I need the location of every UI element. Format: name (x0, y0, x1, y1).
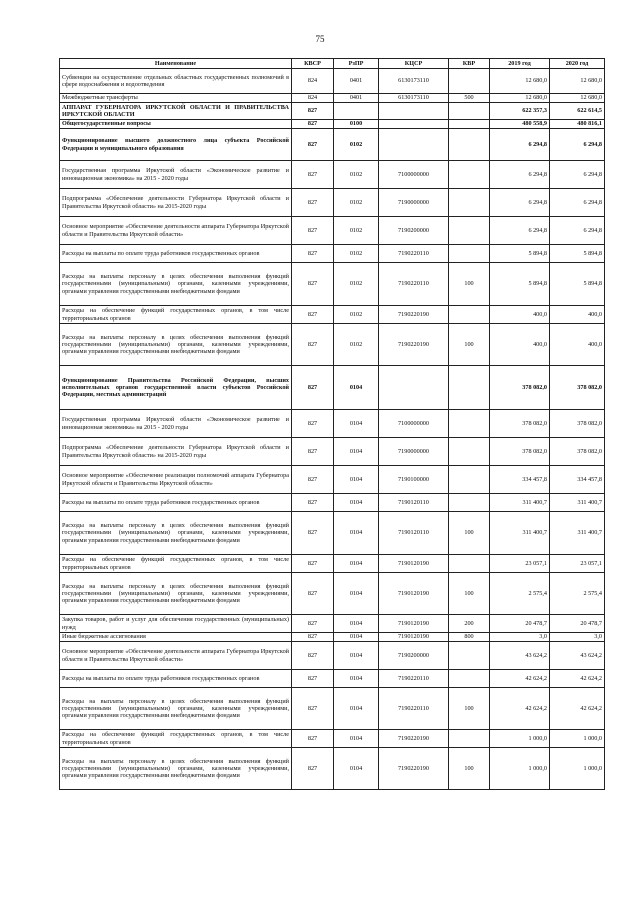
table-row (60, 730, 605, 748)
cell-kvr (449, 306, 490, 324)
cell-kcsr: 7190120190 (379, 555, 449, 573)
cell-kvr: 100 (449, 573, 490, 615)
cell-rzpr: 0401 (334, 69, 379, 94)
cell-2020: 378 082,0 (550, 438, 605, 466)
cell-name: Основное мероприятие «Обеспечение деятельности аппарата Губернатора Иркутской области и Правительства Иркутской области» (60, 642, 292, 670)
cell-kcsr: 7100000000 (379, 161, 449, 189)
table-header-row (60, 59, 605, 69)
cell-name: Основное мероприятие «Обеспечение реализации полномочий аппарата Губернатора Иркутской области и Правительства Иркутской области» (60, 466, 292, 494)
table-row (60, 466, 605, 494)
cell-2019: 311 400,7 (490, 512, 550, 555)
cell-2019: 6 294,8 (490, 217, 550, 245)
cell-name: Государственная программа Иркутской области «Экономическое развитие и инновационная экономика» на 2015 - 2020 годы (60, 410, 292, 438)
cell-kvsr: 827 (292, 410, 334, 438)
table-row (60, 161, 605, 189)
cell-kcsr: 7190200000 (379, 217, 449, 245)
cell-name: Расходы на выплаты персоналу в целях обеспечения выполнения функций государственными (муниципальными) органами, казенными учреждениями, органами управления государственными внебюджетными фондами (60, 748, 292, 790)
cell-kcsr: 7190220110 (379, 670, 449, 688)
cell-2020: 43 624,2 (550, 642, 605, 670)
cell-name: Субвенции на осуществление отдельных областных государственных полномочий в сфере водоснабжения и водоотведения (60, 69, 292, 94)
header-2020: 2020 год (550, 59, 605, 69)
cell-kvr (449, 129, 490, 161)
table-row (60, 494, 605, 512)
cell-kvr (449, 245, 490, 263)
table-row (60, 366, 605, 410)
cell-name: Государственная программа Иркутской области «Экономическое развитие и инновационная экономика» на 2015 - 2020 годы (60, 161, 292, 189)
cell-name: Расходы на обеспечение функций государственных органов, в том числе территориальных органов (60, 730, 292, 748)
cell-kvsr: 824 (292, 94, 334, 103)
cell-2020: 622 614,5 (550, 103, 605, 120)
table-row (60, 324, 605, 366)
cell-2020: 378 082,0 (550, 410, 605, 438)
cell-name: Иные бюджетные ассигнования (60, 633, 292, 642)
cell-name: Функционирование высшего должностного лица субъекта Российской Федерации и муниципального образования (60, 129, 292, 161)
cell-kcsr: 7190000000 (379, 189, 449, 217)
table-row (60, 688, 605, 730)
cell-kcsr (379, 129, 449, 161)
cell-kcsr: 7190220190 (379, 748, 449, 790)
table-row (60, 94, 605, 103)
table-row (60, 633, 605, 642)
table-row (60, 189, 605, 217)
cell-kvr (449, 69, 490, 94)
cell-name: Функционирование Правительства Российской Федерации, высших исполнительных органов государственной власти субъектов Российской Федерации, местных администраций (60, 366, 292, 410)
cell-rzpr: 0102 (334, 245, 379, 263)
cell-rzpr (334, 103, 379, 120)
cell-2019: 480 558,9 (490, 120, 550, 129)
cell-2019: 5 894,8 (490, 263, 550, 306)
cell-kvr: 100 (449, 748, 490, 790)
table-row (60, 748, 605, 790)
cell-2019: 1 000,0 (490, 730, 550, 748)
cell-kvr (449, 161, 490, 189)
cell-kvsr: 827 (292, 306, 334, 324)
cell-2020: 6 294,8 (550, 217, 605, 245)
table-row (60, 263, 605, 306)
cell-2020: 6 294,8 (550, 129, 605, 161)
cell-2019: 2 575,4 (490, 573, 550, 615)
cell-2020: 12 680,0 (550, 94, 605, 103)
table-row (60, 512, 605, 555)
cell-rzpr: 0102 (334, 306, 379, 324)
cell-rzpr: 0104 (334, 555, 379, 573)
cell-2020: 334 457,8 (550, 466, 605, 494)
cell-2019: 400,0 (490, 306, 550, 324)
cell-name: Закупка товаров, работ и услуг для обеспечения государственных (муниципальных) нужд (60, 615, 292, 633)
cell-kvsr: 827 (292, 263, 334, 306)
cell-name: Расходы на выплаты по оплате труда работников государственных органов (60, 245, 292, 263)
cell-kcsr: 7190200000 (379, 642, 449, 670)
cell-2019: 6 294,8 (490, 189, 550, 217)
cell-name: Расходы на выплаты персоналу в целях обеспечения выполнения функций государственными (муниципальными) органами, казенными учреждениями, органами управления государственными внебюджетными фондами (60, 512, 292, 555)
cell-kvr (449, 410, 490, 438)
cell-kvr (449, 642, 490, 670)
cell-2019: 334 457,8 (490, 466, 550, 494)
cell-kcsr: 7190220190 (379, 730, 449, 748)
cell-kvr: 100 (449, 263, 490, 306)
cell-2020: 6 294,8 (550, 161, 605, 189)
cell-kvsr: 827 (292, 555, 334, 573)
cell-kcsr: 7190100000 (379, 466, 449, 494)
cell-2019: 3,0 (490, 633, 550, 642)
cell-kvsr: 827 (292, 748, 334, 790)
cell-kvsr: 827 (292, 189, 334, 217)
cell-2020: 42 624,2 (550, 670, 605, 688)
cell-rzpr: 0100 (334, 120, 379, 129)
table-row (60, 306, 605, 324)
cell-kvsr: 827 (292, 512, 334, 555)
cell-rzpr: 0102 (334, 161, 379, 189)
cell-kvsr: 827 (292, 438, 334, 466)
table-row (60, 69, 605, 94)
cell-2020: 311 400,7 (550, 494, 605, 512)
cell-2019: 378 082,0 (490, 366, 550, 410)
table-row (60, 642, 605, 670)
header-name: Наименование (60, 59, 292, 69)
cell-kvsr: 827 (292, 245, 334, 263)
cell-name: Расходы на выплаты по оплате труда работников государственных органов (60, 494, 292, 512)
cell-name: Подпрограмма «Обеспечение деятельности Губернатора Иркутской области и Правительства Иркутской области» на 2015-2020 годы (60, 438, 292, 466)
cell-kcsr (379, 366, 449, 410)
cell-2019: 311 400,7 (490, 494, 550, 512)
cell-kvr: 200 (449, 615, 490, 633)
cell-2019: 12 680,0 (490, 94, 550, 103)
cell-name: Расходы на выплаты персоналу в целях обеспечения выполнения функций государственными (муниципальными) органами, казенными учреждениями, органами управления государственными внебюджетными фондами (60, 573, 292, 615)
cell-2019: 42 624,2 (490, 688, 550, 730)
cell-rzpr: 0401 (334, 94, 379, 103)
header-kvr: КВР (449, 59, 490, 69)
cell-kvr (449, 555, 490, 573)
cell-name: Основное мероприятие «Обеспечение деятельности аппарата Губернатора Иркутской области и Правительства Иркутской области» (60, 217, 292, 245)
cell-kcsr: 7190220190 (379, 306, 449, 324)
cell-rzpr: 0102 (334, 129, 379, 161)
cell-2019: 43 624,2 (490, 642, 550, 670)
table-row (60, 129, 605, 161)
table-row (60, 217, 605, 245)
cell-kvsr: 827 (292, 573, 334, 615)
cell-rzpr: 0104 (334, 615, 379, 633)
cell-2020: 1 000,0 (550, 730, 605, 748)
cell-2020: 1 000,0 (550, 748, 605, 790)
cell-rzpr: 0104 (334, 748, 379, 790)
cell-kvsr: 827 (292, 217, 334, 245)
cell-kvsr: 827 (292, 466, 334, 494)
cell-kvsr: 827 (292, 161, 334, 189)
cell-kvsr: 827 (292, 324, 334, 366)
cell-rzpr: 0104 (334, 642, 379, 670)
table-row (60, 573, 605, 615)
cell-2019: 12 680,0 (490, 69, 550, 94)
budget-table (59, 58, 605, 790)
cell-name: Расходы на обеспечение функций государственных органов, в том числе территориальных органов (60, 555, 292, 573)
cell-name: Расходы на обеспечение функций государственных органов, в том числе территориальных органов (60, 306, 292, 324)
cell-kvsr: 827 (292, 670, 334, 688)
cell-kcsr: 7190120110 (379, 494, 449, 512)
cell-rzpr: 0104 (334, 573, 379, 615)
cell-kvr: 800 (449, 633, 490, 642)
cell-rzpr: 0102 (334, 217, 379, 245)
cell-kvsr: 827 (292, 366, 334, 410)
cell-kcsr: 7190220190 (379, 324, 449, 366)
cell-name: Общегосударственные вопросы (60, 120, 292, 129)
cell-kvsr: 827 (292, 103, 334, 120)
cell-rzpr: 0104 (334, 512, 379, 555)
cell-2019: 6 294,8 (490, 129, 550, 161)
cell-2020: 400,0 (550, 324, 605, 366)
cell-kvr (449, 366, 490, 410)
cell-kcsr: 7190220110 (379, 688, 449, 730)
cell-kcsr: 7190120190 (379, 633, 449, 642)
cell-kvr (449, 730, 490, 748)
cell-kcsr: 7190120190 (379, 615, 449, 633)
cell-2019: 6 294,8 (490, 161, 550, 189)
cell-kvr: 500 (449, 94, 490, 103)
cell-kvr (449, 494, 490, 512)
cell-name: АППАРАТ ГУБЕРНАТОРА ИРКУТСКОЙ ОБЛАСТИ И ПРАВИТЕЛЬСТВА ИРКУТСКОЙ ОБЛАСТИ (60, 103, 292, 120)
cell-2019: 20 478,7 (490, 615, 550, 633)
cell-rzpr: 0104 (334, 688, 379, 730)
cell-kcsr: 6130173110 (379, 69, 449, 94)
cell-kvr (449, 189, 490, 217)
page-number: 75 (315, 34, 325, 44)
cell-rzpr: 0104 (334, 670, 379, 688)
cell-kvsr: 824 (292, 69, 334, 94)
cell-2020: 6 294,8 (550, 189, 605, 217)
cell-2020: 5 894,8 (550, 263, 605, 306)
cell-2020: 480 816,1 (550, 120, 605, 129)
cell-kvr (449, 670, 490, 688)
cell-name: Межбюджетные трансферты (60, 94, 292, 103)
cell-2019: 5 894,8 (490, 245, 550, 263)
cell-2020: 20 478,7 (550, 615, 605, 633)
cell-rzpr: 0104 (334, 438, 379, 466)
table-row (60, 670, 605, 688)
cell-2020: 311 400,7 (550, 512, 605, 555)
cell-kcsr: 7190000000 (379, 438, 449, 466)
cell-kcsr (379, 120, 449, 129)
header-2019: 2019 год (490, 59, 550, 69)
table-row (60, 615, 605, 633)
cell-2020: 400,0 (550, 306, 605, 324)
cell-2019: 42 624,2 (490, 670, 550, 688)
cell-kcsr: 7190120190 (379, 573, 449, 615)
cell-kvr: 100 (449, 324, 490, 366)
cell-name: Расходы на выплаты персоналу в целях обеспечения выполнения функций государственными (муниципальными) органами, казенными учреждениями, органами управления государственными внебюджетными фондами (60, 688, 292, 730)
table-row (60, 120, 605, 129)
cell-rzpr: 0104 (334, 633, 379, 642)
cell-kvsr: 827 (292, 633, 334, 642)
cell-name: Расходы на выплаты персоналу в целях обеспечения выполнения функций государственными (муниципальными) органами, казенными учреждениями, органами управления государственными внебюджетными фондами (60, 263, 292, 306)
table-row (60, 438, 605, 466)
cell-rzpr: 0104 (334, 466, 379, 494)
cell-kvr: 100 (449, 688, 490, 730)
header-kcsr: КЦСР (379, 59, 449, 69)
cell-kcsr: 6130173110 (379, 94, 449, 103)
table-row (60, 410, 605, 438)
cell-2020: 378 082,0 (550, 366, 605, 410)
cell-kvsr: 827 (292, 688, 334, 730)
header-rzpr: РзПР (334, 59, 379, 69)
cell-rzpr: 0104 (334, 494, 379, 512)
cell-name: Расходы на выплаты персоналу в целях обеспечения выполнения функций государственными (муниципальными) органами, казенными учреждениями, органами управления государственными внебюджетными фондами (60, 324, 292, 366)
cell-rzpr: 0104 (334, 366, 379, 410)
cell-kvsr: 827 (292, 494, 334, 512)
cell-2020: 2 575,4 (550, 573, 605, 615)
cell-kvr (449, 438, 490, 466)
cell-kvr (449, 120, 490, 129)
cell-kvr (449, 103, 490, 120)
cell-2019: 622 357,3 (490, 103, 550, 120)
cell-name: Расходы на выплаты по оплате труда работников государственных органов (60, 670, 292, 688)
cell-name: Подпрограмма «Обеспечение деятельности Губернатора Иркутской области и Правительства Иркутской области» на 2015-2020 годы (60, 189, 292, 217)
cell-2019: 23 057,1 (490, 555, 550, 573)
cell-kvsr: 827 (292, 120, 334, 129)
cell-2020: 5 894,8 (550, 245, 605, 263)
cell-kvsr: 827 (292, 642, 334, 670)
cell-2020: 42 624,2 (550, 688, 605, 730)
table-body (60, 69, 605, 790)
cell-kcsr: 7190120110 (379, 512, 449, 555)
cell-rzpr: 0102 (334, 189, 379, 217)
cell-rzpr: 0104 (334, 410, 379, 438)
cell-kcsr: 7190220110 (379, 245, 449, 263)
cell-kvr: 100 (449, 512, 490, 555)
cell-rzpr: 0104 (334, 730, 379, 748)
cell-kcsr (379, 103, 449, 120)
cell-2020: 23 057,1 (550, 555, 605, 573)
header-kvsr: КВСР (292, 59, 334, 69)
table-row (60, 103, 605, 120)
cell-kcsr: 7100000000 (379, 410, 449, 438)
cell-kvsr: 827 (292, 129, 334, 161)
cell-kvsr: 827 (292, 615, 334, 633)
cell-2019: 1 000,0 (490, 748, 550, 790)
cell-rzpr: 0102 (334, 263, 379, 306)
cell-kvr (449, 217, 490, 245)
cell-2019: 378 082,0 (490, 410, 550, 438)
cell-kvr (449, 466, 490, 494)
cell-kvsr: 827 (292, 730, 334, 748)
cell-2019: 378 082,0 (490, 438, 550, 466)
table-row (60, 245, 605, 263)
cell-2019: 400,0 (490, 324, 550, 366)
table-row (60, 555, 605, 573)
cell-rzpr: 0102 (334, 324, 379, 366)
cell-2020: 12 680,0 (550, 69, 605, 94)
cell-2020: 3,0 (550, 633, 605, 642)
cell-kcsr: 7190220110 (379, 263, 449, 306)
